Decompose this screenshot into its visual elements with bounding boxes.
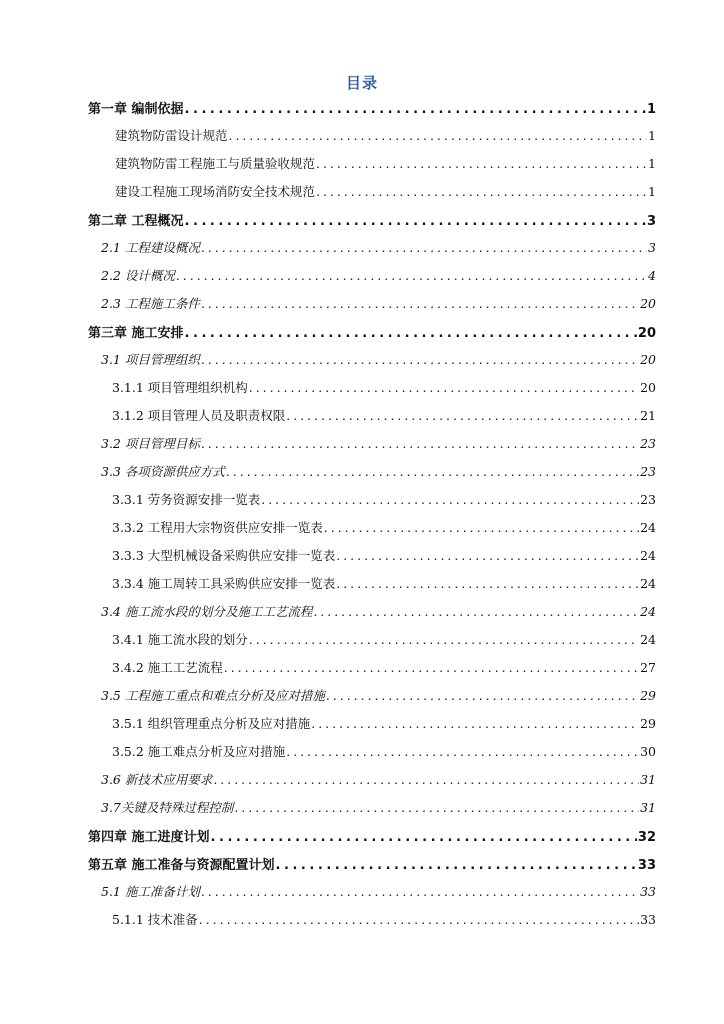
toc-entry-page: 33 — [640, 912, 656, 927]
toc-entry-section[interactable] — [101, 294, 656, 316]
toc-entry-label: 建筑物防雷设计规范 — [115, 128, 228, 143]
toc-entry-section[interactable] — [101, 434, 656, 456]
toc-entry-section[interactable] — [101, 462, 656, 484]
toc-entry-label: 2.3 工程施工条件 — [101, 296, 200, 311]
toc-entry-subsection[interactable] — [112, 714, 656, 736]
toc-entry-section[interactable] — [101, 686, 656, 708]
toc-entry-chapter-4[interactable] — [88, 826, 656, 848]
dot-leader — [316, 184, 647, 199]
toc-entry-section[interactable] — [101, 882, 656, 904]
toc-entry-subsection[interactable] — [112, 574, 656, 596]
dot-leader — [201, 884, 639, 899]
dot-leader — [201, 240, 647, 255]
toc-entry-subsection[interactable] — [112, 742, 656, 764]
toc-entry-label: 3.3.3 大型机械设备采购供应安排一览表 — [112, 548, 336, 563]
dot-leader — [286, 408, 639, 423]
dot-leader — [313, 604, 639, 619]
toc-entry-page: 4 — [648, 268, 656, 283]
toc-entry-page: 24 — [640, 632, 656, 647]
toc-entry-label: 3.3.2 工程用大宗物资供应安排一览表 — [112, 520, 323, 535]
toc-entry-label: 建设工程施工现场消防安全技术规范 — [115, 184, 316, 199]
toc-entry-page: 31 — [640, 772, 656, 787]
dot-leader — [201, 296, 639, 311]
dot-leader — [201, 352, 639, 367]
dot-leader — [234, 800, 639, 815]
toc-entry-label: 3.4.2 施工工艺流程 — [112, 660, 223, 675]
toc-entry-page: 33 — [637, 858, 656, 873]
dot-leader — [229, 128, 648, 143]
toc-entry-section[interactable] — [101, 770, 656, 792]
toc-entry-label: 3.6 新技术应用要求 — [101, 772, 213, 787]
toc-entry-label: 3.2 项目管理目标 — [101, 436, 200, 451]
toc-entry-label: 第二章 工程概况 — [88, 214, 184, 229]
toc-entry-label: 2.1 工程建设概况 — [101, 240, 200, 255]
toc-entry-label: 建筑物防雷工程施工与质量验收规范 — [115, 156, 316, 171]
toc-entry-subsection[interactable] — [112, 518, 656, 540]
toc-entry-subsection[interactable] — [112, 378, 656, 400]
toc-entry-label: 3.7关键及特殊过程控制 — [101, 800, 234, 815]
toc-entry-label: 3.1.2 项目管理人员及职责权限 — [112, 408, 286, 423]
toc-entry-page: 24 — [640, 548, 656, 563]
toc-entry-label: 3.4.1 施工流水段的划分 — [112, 632, 248, 647]
dot-leader — [226, 464, 639, 479]
dot-leader — [213, 772, 639, 787]
toc-entry-section[interactable] — [101, 266, 656, 288]
dot-leader — [316, 156, 647, 171]
toc-entry-label: 3.1 项目管理组织 — [101, 352, 200, 367]
toc-entry-subsection[interactable] — [112, 546, 656, 568]
toc-entry-subsection[interactable] — [112, 490, 656, 512]
dot-leader — [324, 520, 639, 535]
toc-entry-page: 3 — [648, 240, 656, 255]
toc-entry-label: 5.1 施工准备计划 — [101, 884, 200, 899]
toc-entry-page: 29 — [640, 716, 656, 731]
toc-entry-page: 24 — [640, 576, 656, 591]
toc-entry-label: 3.5.2 施工难点分析及应对措施 — [112, 744, 286, 759]
dot-leader — [326, 688, 639, 703]
toc-entry-label: 第三章 施工安排 — [88, 326, 184, 341]
toc-entry-label: 3.3.1 劳务资源安排一览表 — [112, 492, 261, 507]
dot-leader — [311, 716, 639, 731]
dot-leader — [185, 102, 646, 117]
toc-entry-page: 1 — [646, 102, 656, 117]
toc-entry-label: 3.4 施工流水段的划分及施工工艺流程 — [101, 604, 313, 619]
toc-entry-chapter-1[interactable] — [88, 98, 656, 120]
toc-entry-label: 第一章 编制依据 — [88, 102, 184, 117]
dot-leader — [199, 912, 639, 927]
toc-entry-section[interactable] — [101, 238, 656, 260]
toc-entry-label: 3.5.1 组织管理重点分析及应对措施 — [112, 716, 311, 731]
toc-entry-page: 1 — [648, 156, 656, 171]
toc-entry-chapter-3[interactable] — [88, 322, 656, 344]
dot-leader — [249, 380, 639, 395]
toc-entry-page: 23 — [640, 436, 656, 451]
toc-entry-page: 1 — [648, 128, 656, 143]
toc-entry-page: 23 — [640, 464, 656, 479]
toc-entry-page: 3 — [646, 214, 656, 229]
toc-entry-subsection[interactable] — [112, 910, 656, 932]
toc-entry-subsection[interactable] — [112, 406, 656, 428]
toc-entry-page: 20 — [640, 296, 656, 311]
toc-entry-standard[interactable] — [115, 154, 656, 176]
dot-leader — [249, 632, 639, 647]
toc-entry-section[interactable] — [101, 602, 656, 624]
toc-entry-page: 20 — [637, 326, 656, 341]
toc-entry-page: 31 — [640, 800, 656, 815]
toc-entry-section[interactable] — [101, 798, 656, 820]
toc-entry-label: 3.3 各项资源供应方式 — [101, 464, 225, 479]
toc-entry-page: 32 — [637, 830, 656, 845]
dot-leader — [176, 268, 647, 283]
toc-title: 目录 — [345, 74, 378, 92]
toc-entry-chapter-5[interactable] — [88, 854, 656, 876]
dot-leader — [286, 744, 639, 759]
toc-entry-page: 20 — [640, 352, 656, 367]
toc-entry-label: 第五章 施工准备与资源配置计划 — [88, 858, 275, 873]
toc-entry-label: 5.1.1 技术准备 — [112, 912, 198, 927]
dot-leader — [336, 576, 639, 591]
dot-leader — [211, 830, 637, 845]
dot-leader — [224, 660, 639, 675]
toc-entry-standard[interactable] — [115, 182, 656, 204]
dot-leader — [185, 214, 646, 229]
dot-leader — [336, 548, 639, 563]
toc-entry-label: 3.1.1 项目管理组织机构 — [112, 380, 248, 395]
toc-entry-subsection[interactable] — [112, 630, 656, 652]
toc-entry-label: 3.3.4 施工周转工具采购供应安排一览表 — [112, 576, 336, 591]
toc-entry-section[interactable] — [101, 350, 656, 372]
dot-leader — [276, 858, 637, 873]
toc-entry-page: 24 — [640, 604, 656, 619]
toc-entry-label: 2.2 设计概况 — [101, 268, 175, 283]
dot-leader — [185, 326, 637, 341]
toc-entry-page: 27 — [640, 660, 656, 675]
toc-entry-standard[interactable] — [115, 126, 656, 148]
toc-entry-chapter-2[interactable] — [88, 210, 656, 232]
toc-entry-label: 第四章 施工进度计划 — [88, 830, 210, 845]
dot-leader — [261, 492, 639, 507]
toc-entry-label: 3.5 工程施工重点和难点分析及应对措施 — [101, 688, 325, 703]
toc-entry-page: 33 — [640, 884, 656, 899]
toc-entry-page: 20 — [640, 380, 656, 395]
toc-entry-page: 30 — [640, 744, 656, 759]
dot-leader — [201, 436, 639, 451]
toc-entry-page: 1 — [648, 184, 656, 199]
toc-entry-page: 23 — [640, 492, 656, 507]
toc-entry-page: 24 — [640, 520, 656, 535]
toc-entry-subsection[interactable] — [112, 658, 656, 680]
toc-entry-page: 21 — [640, 408, 656, 423]
toc-entry-page: 29 — [640, 688, 656, 703]
